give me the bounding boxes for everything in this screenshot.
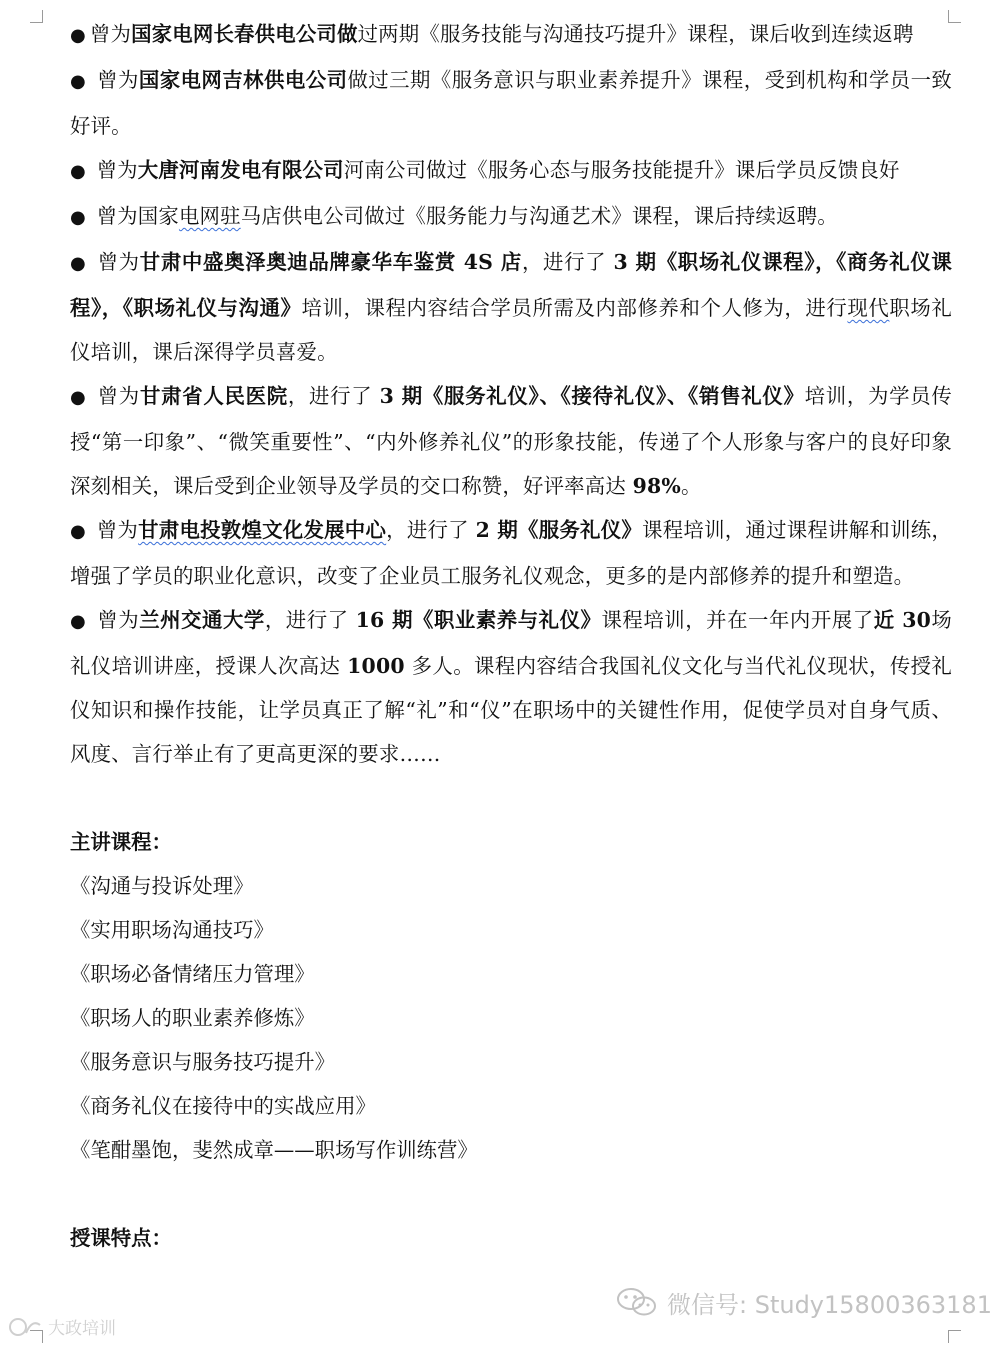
- logo-icon: [8, 1315, 44, 1339]
- text-run: ，进行了: [264, 608, 356, 632]
- page-corner-mark: [30, 10, 43, 23]
- text-run: 曾为: [90, 608, 140, 632]
- course-item: 《商务礼仪在接待中的实战应用》: [70, 1094, 376, 1118]
- text-run: 曾为: [89, 22, 132, 46]
- experience-paragraph: [70, 12, 952, 58]
- course-list: [70, 864, 952, 1172]
- bold-text: 98%: [632, 474, 681, 498]
- bullet-icon: ●: [70, 71, 87, 92]
- course-item: 《职场必备情绪压力管理》: [70, 962, 315, 986]
- text-run: 做过三期《服务意识与职业素养提升》课程，受到机构和学员一致好评。: [70, 68, 953, 138]
- experience-paragraph: [70, 148, 952, 194]
- wechat-icon: [615, 1286, 659, 1318]
- text-run: 。: [681, 474, 702, 498]
- page-corner-mark: [948, 1330, 961, 1343]
- text-run: 曾为: [90, 250, 140, 274]
- bold-text: 近 30: [873, 608, 932, 632]
- blank-line: [70, 776, 952, 820]
- course-item: 《实用职场沟通技巧》: [70, 918, 274, 942]
- course-item: 《笔酣墨饱，斐然成章——职场写作训练营》: [70, 1138, 478, 1162]
- text-run: ，进行了: [287, 384, 380, 408]
- bullet-icon: ●: [70, 253, 87, 274]
- experience-paragraph: [70, 374, 952, 508]
- watermark-text: 微信号: Study15800363181: [667, 1290, 992, 1319]
- bold-text: 甘肃电投敦煌文化发展中心: [138, 518, 387, 542]
- course-item: 《沟通与投诉处理》: [70, 874, 254, 898]
- text-run: 课程培训，并在一年内开展了: [601, 608, 874, 632]
- bullet-icon: ●: [70, 207, 86, 228]
- bold-text: 3 期《职场礼仪课程》，《商务礼仪课程》，《职场礼仪与沟通》: [70, 250, 953, 320]
- text-run: 现代: [847, 296, 890, 320]
- experience-paragraph: [70, 194, 952, 240]
- bullet-icon: ●: [70, 611, 87, 632]
- courses-heading: 主讲课程：: [70, 830, 172, 854]
- text-run: 曾为国家: [89, 204, 179, 228]
- experience-paragraph: [70, 508, 952, 598]
- bold-text: 大唐河南发电有限公司: [137, 158, 344, 182]
- bullet-icon: ●: [70, 161, 86, 182]
- text-run: 过两期《服务技能与沟通技巧提升》课程，课后收到连续返聘: [357, 22, 914, 46]
- bold-text: 2 期《服务礼仪》: [475, 518, 643, 542]
- blank-line: [70, 1172, 952, 1216]
- text-run: ，进行了: [521, 250, 614, 274]
- bold-text: 甘肃省人民医院: [139, 384, 288, 408]
- experience-paragraph: [70, 598, 952, 776]
- text-run: 培训，课程内容结合学员所需及内部修养和个人修为，进行: [301, 296, 848, 320]
- bold-text: 兰州交通大学: [139, 608, 265, 632]
- document-body: [70, 12, 952, 1260]
- bold-text: 16 期《职业素养与礼仪》: [355, 608, 602, 632]
- features-heading: 授课特点：: [70, 1226, 172, 1250]
- text-run: 河南公司做过《服务心态与服务技能提升》课后学员反馈良好: [343, 158, 900, 182]
- bold-text: 国家电网吉林供电公司: [138, 68, 348, 92]
- text-run: 曾为: [90, 518, 139, 542]
- text-run: 曾为: [90, 68, 139, 92]
- text-run: 马店供电公司做过《服务能力与沟通艺术》课程，课后持续返聘。: [240, 204, 838, 228]
- text-run: 曾为: [89, 158, 138, 182]
- wechat-watermark: [615, 1282, 992, 1322]
- text-run: 培训，为学员传授“第一印象”、“微笑重要性”、“内外修养礼仪”的形象技能，传递了个人形象与客户的良好印象深刻相关，课后受到企业领导及学员的交口称赞，好评率高达: [70, 384, 953, 498]
- brand-logo: [8, 1314, 116, 1339]
- bold-text: 甘肃中盛奥泽奥迪品牌豪华车鉴赏 4S 店: [139, 250, 522, 274]
- text-run: 曾为: [90, 384, 140, 408]
- experience-paragraph: [70, 240, 952, 374]
- experience-list: [70, 12, 952, 776]
- course-item: 《服务意识与服务技巧提升》: [70, 1050, 336, 1074]
- bold-text: 3 期《服务礼仪》、《接待礼仪》、《销售礼仪》: [379, 384, 805, 408]
- text-run: 场礼仪培训讲座，授课人次高达: [70, 608, 953, 678]
- logo-text: 大政培训: [48, 1319, 116, 1339]
- text-run: 课程培训，通过课程讲解和训练，增强了学员的职业化意识，改变了企业员工服务礼仪观念，更多的是内部修养的提升和塑造。: [70, 518, 953, 588]
- text-run: 电网驻: [178, 204, 241, 228]
- text-run: ，进行了: [386, 518, 476, 542]
- experience-paragraph: [70, 58, 952, 148]
- text-run: 职场礼仪培训，课后深得学员喜爱。: [70, 296, 953, 364]
- bullet-icon: ●: [70, 25, 86, 46]
- bold-text: 国家电网长春供电公司做: [131, 22, 358, 46]
- bullet-icon: ●: [70, 521, 86, 542]
- bullet-icon: ●: [70, 387, 87, 408]
- text-run: 多人。课程内容结合我国礼仪文化与当代礼仪现状，传授礼仪知识和操作技能，让学员真正了解“礼”和“仪”在职场中的关键性作用，促使学员对自身气质、风度、言行举止有了更高更深的要求……: [70, 654, 952, 766]
- bold-text: 1000: [347, 654, 405, 678]
- course-item: 《职场人的职业素养修炼》: [70, 1006, 315, 1030]
